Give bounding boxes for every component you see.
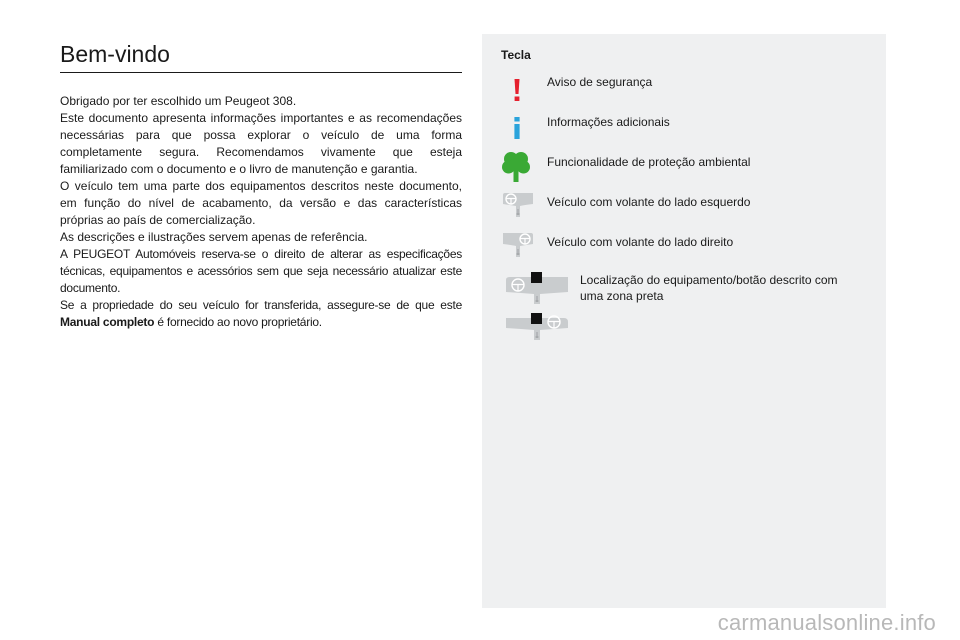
- intro-paragraph: [60, 297, 462, 331]
- welcome-section: [60, 40, 462, 331]
- left-hand-drive-icon: [502, 192, 534, 218]
- key-label: Funcionalidade de proteção ambiental: [547, 155, 751, 169]
- key-label: Informações adicionais: [547, 115, 670, 129]
- page-title: Bem-vindo: [60, 41, 170, 67]
- equipment-location-icon: [504, 272, 570, 344]
- manual-name: Manual completo: [60, 315, 155, 329]
- key-label: Veículo com volante do lado direito: [547, 235, 734, 249]
- right-hand-drive-icon: [502, 232, 534, 258]
- key-panel: [482, 34, 886, 608]
- intro-text: [60, 93, 462, 331]
- intro-paragraph: As descrições e ilustrações servem apenas de referência.: [60, 230, 368, 244]
- key-label: Aviso de segurança: [547, 75, 653, 89]
- panel-title: Tecla: [501, 48, 531, 62]
- warning-icon: [510, 78, 524, 102]
- environment-tree-icon: [502, 150, 530, 184]
- watermark: carmanualsonline.info: [717, 610, 936, 635]
- intro-paragraph: O veículo tem uma parte dos equipamentos descritos neste documento, em função do nível de acabamento, da versão e das características próprias ao país de comercialização.: [60, 179, 462, 227]
- key-label: Veículo com volante do lado esquerdo: [547, 195, 751, 209]
- transfer-text: Se a propriedade do seu veículo for transferida, assegure-se de que este: [60, 298, 462, 312]
- key-label: Localização do equipamento/botão descrito com uma zona preta: [580, 273, 838, 303]
- intro-paragraph: Este documento apresenta informações importantes e as recomendações necessárias para que possa explorar o veículo de uma forma completamente segura. Recomendamos vivamente que esteja familiarizado com o documento e o livro de manutenção e garantia.: [60, 111, 462, 176]
- info-icon: [510, 116, 524, 140]
- title-divider: [60, 72, 462, 73]
- transfer-text-end: é fornecido ao novo proprietário.: [154, 315, 322, 329]
- intro-paragraph: A PEUGEOT Automóveis reserva-se o direito de alterar as especificações técnicas, equipamentos e acessórios sem que seja necessário atualizar este documento.: [60, 247, 462, 295]
- intro-paragraph: Obrigado por ter escolhido um Peugeot 308.: [60, 94, 297, 108]
